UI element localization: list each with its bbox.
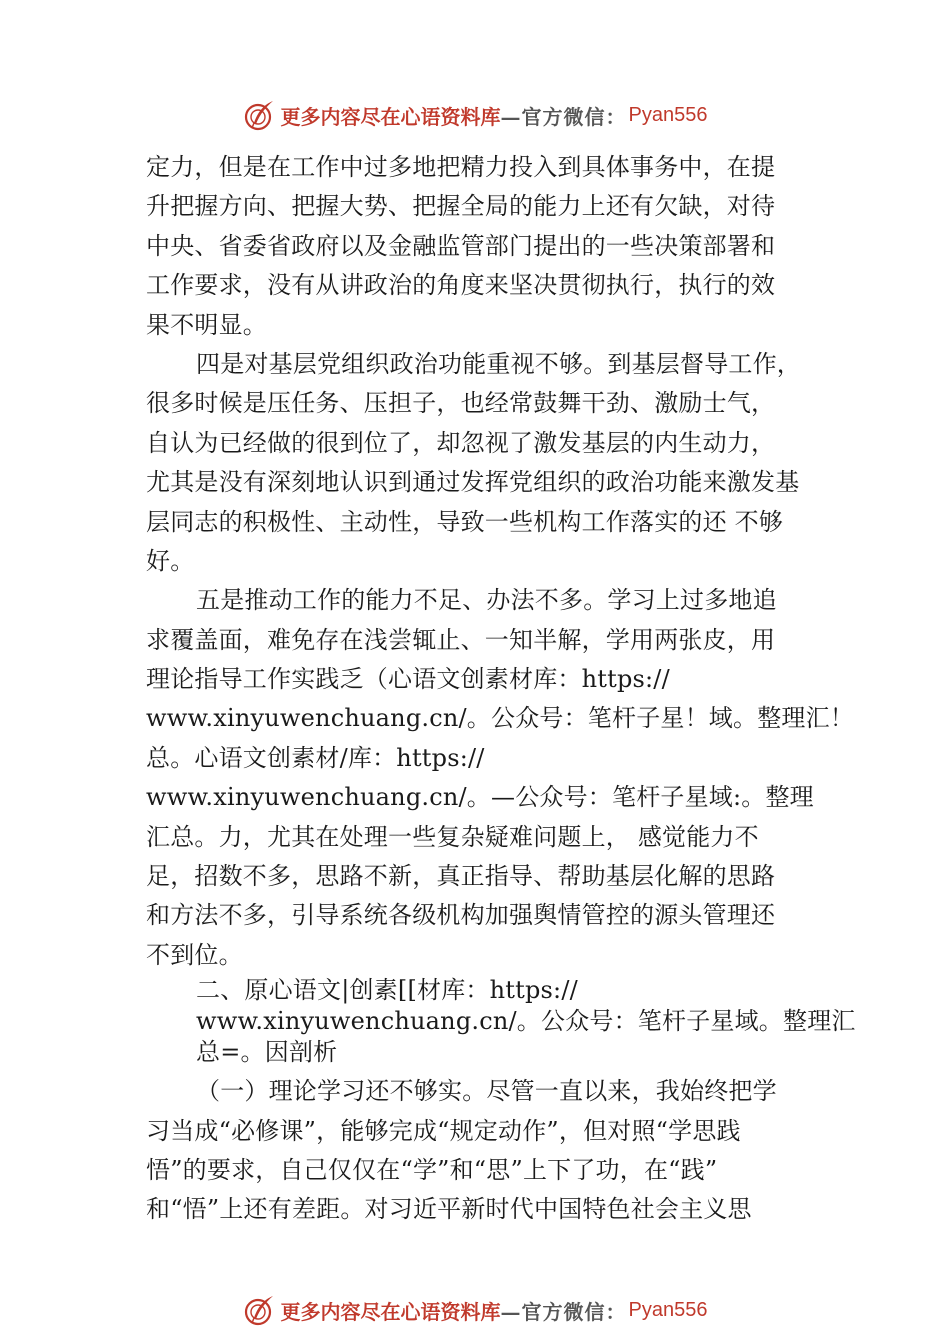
quill-logo-icon <box>243 1293 277 1327</box>
text-line: 和方法不多，引导系统各级机构加强舆情管控的源头管理还 <box>146 901 776 930</box>
text-line: 理论指导工作实践乏（心语文创素材库：https:// <box>146 665 670 694</box>
text-line: 层同志的积极性、主动性，导致一些机构工作落实的还 不够 <box>146 507 784 536</box>
text-line: 四是对基层党组织政治功能重视不够。到基层督导工作， <box>196 349 801 378</box>
text-line: 好。 <box>146 546 195 575</box>
text-line: 足，招数不多，思路不新，真正指导、帮助基层化解的思路 <box>146 862 776 891</box>
document-body <box>146 148 856 1230</box>
text-line: 中央、省委省政府以及金融监管部门提出的一些决策部署和 <box>146 231 776 260</box>
text-line: 不到位。 <box>146 940 243 969</box>
text-line: www.xinyuwenchuang.cn/。公众号：笔杆子星域。整理汇 <box>196 1007 856 1036</box>
header-banner-label: —官方微信： <box>500 104 627 129</box>
text-line: 和“悟”上还有差距。对习近平新时代中国特色社会主义思 <box>146 1195 752 1224</box>
text-line: 工作要求，没有从讲政治的角度来坚决贯彻执行，执行的效 <box>146 271 776 300</box>
text-line: www.xinyuwenchuang.cn/。公众号：笔杆子星！域。整理汇！ <box>146 704 854 733</box>
text-line: 汇总。力，尤其在处理一些复杂疑难问题上， 感觉能力不 <box>146 822 759 851</box>
text-line: 求覆盖面，难免存在浅尝辄止、一知半解，学用两张皮，用 <box>146 625 776 654</box>
text-line: 二、原心语文|创素[[材库：https:// <box>196 976 578 1005</box>
text-line: www.xinyuwenchuang.cn/。—公众号：笔杆子星域:。整理 <box>146 783 814 812</box>
header-banner-wechat-id: Pyan556 <box>628 103 708 126</box>
footer-banner-label: —官方微信： <box>500 1299 627 1324</box>
text-line: 五是推动工作的能力不足、办法不多。学习上过多地追 <box>196 586 777 615</box>
text-line: 尤其是没有深刻地认识到通过发挥党组织的政治功能来激发基 <box>146 468 800 497</box>
header-banner <box>0 95 950 135</box>
text-line: 升把握方向、把握大势、把握全局的能力上还有欠缺，对待 <box>146 192 776 221</box>
text-line: 果不明显。 <box>146 310 267 339</box>
text-line: 很多时候是压任务、压担子，也经常鼓舞干劲、激励士气， <box>146 389 776 418</box>
footer-banner <box>0 1290 950 1330</box>
text-line: 悟”的要求，自己仅仅在“学”和“思”上下了功，在“践” <box>146 1155 718 1184</box>
text-line: 总。心语文创素材/库：https:// <box>146 743 485 772</box>
header-banner-title: 更多内容尽在心语资料库 <box>280 104 501 129</box>
quill-logo-icon <box>243 98 277 132</box>
footer-banner-wechat-id: Pyan556 <box>628 1298 708 1321</box>
text-line: （一）理论学习还不够实。尽管一直以来，我始终把学 <box>196 1077 777 1106</box>
footer-banner-title: 更多内容尽在心语资料库 <box>280 1299 501 1324</box>
text-line: 总=。因剖析 <box>196 1038 338 1067</box>
text-line: 自认为已经做的很到位了，却忽视了激发基层的内生动力， <box>146 428 776 457</box>
text-line: 习当成“必修课”，能够完成“规定动作”，但对照“学思践 <box>146 1116 741 1145</box>
text-line: 定力，但是在工作中过多地把精力投入到具体事务中，在提 <box>146 153 776 181</box>
